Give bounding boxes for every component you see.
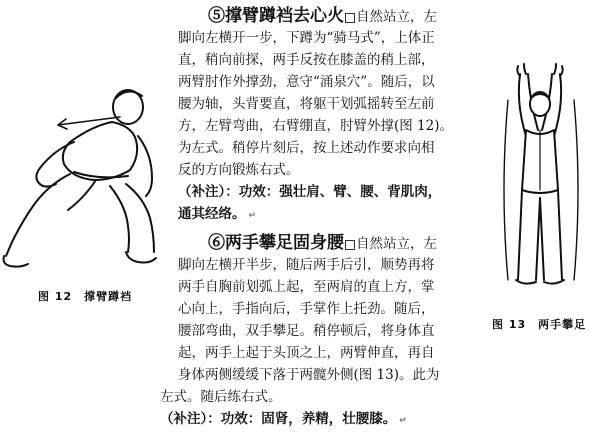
section-5-title: 撑臂蹲裆去心火 xyxy=(225,6,344,26)
text-line: 直，稍向前探，两手反按在膝盖的稍上部， xyxy=(178,52,435,68)
text-line: 腰部弯曲，双手攀足。稍停顿后，将身体直 xyxy=(178,323,435,339)
section-5 xyxy=(178,5,598,225)
text-line: 起，两手上起于头顶之上，两臂伸直，再自 xyxy=(178,345,435,361)
section-5-heading xyxy=(178,5,598,27)
section-6-note: （补注）：功效：固肾，养精，壮腰膝。 ↵ xyxy=(160,411,407,427)
section-6-number: ⑥ xyxy=(208,233,225,253)
section-5-note: （补注）：功效：强壮肩、臂、腰、背肌肉， xyxy=(178,184,442,200)
figure-12 xyxy=(0,80,178,280)
text-line: 身体两侧缓缓下落于两髋外侧(图 13)。此为 xyxy=(178,367,440,383)
text-line: 两手自胸前划弧上起，至两肩的直上方，掌 xyxy=(178,279,435,295)
section-5-number: ⑤ xyxy=(208,6,225,26)
text-line: 为左式。稍停片刻后，按上述动作要求向相 xyxy=(178,140,435,156)
text-line: 腰为轴，头背要直，将躯干划弧摇转至左前 xyxy=(178,96,435,112)
return-mark-icon: ↵ xyxy=(248,211,257,221)
section-6 xyxy=(160,232,490,430)
placeholder-box-icon xyxy=(345,240,355,250)
text-line: 反的方向锻炼右式。 xyxy=(178,162,300,178)
section-5-lead: 自然站立，左 xyxy=(356,9,437,25)
section-6-heading xyxy=(160,232,490,254)
text-line: 脚向左横开半步，随后两手后引，顺势再将 xyxy=(178,257,435,273)
text-line: 心向上，手指向后，手掌作上托劲。随后， xyxy=(178,301,435,317)
section-6-lead: 自然站立，左 xyxy=(356,236,437,252)
return-mark-icon: ↵ xyxy=(399,416,407,426)
section-5-note: 通其经络。 ↵ xyxy=(178,206,257,222)
figure-12-caption: 图 12 撑臂蹲裆 xyxy=(38,290,133,303)
squatting-figure-illustration xyxy=(0,80,178,280)
placeholder-box-icon xyxy=(345,13,355,23)
figure-13-caption: 图 13 两手攀足 xyxy=(492,318,587,331)
text-line: 方，左臂弯曲，右臂绷直，肘臂外撑(图 12)。 xyxy=(178,118,454,134)
text-line: 左式。随后练右式。 xyxy=(160,389,282,405)
section-6-title: 两手攀足固身腰 xyxy=(225,233,344,253)
text-line: 脚向左横开一步，下蹲为“骑马式”，上体正 xyxy=(178,30,435,46)
text-line: 两臂肘作外撑劲，意守“涌泉穴”。随后，以 xyxy=(178,74,435,90)
